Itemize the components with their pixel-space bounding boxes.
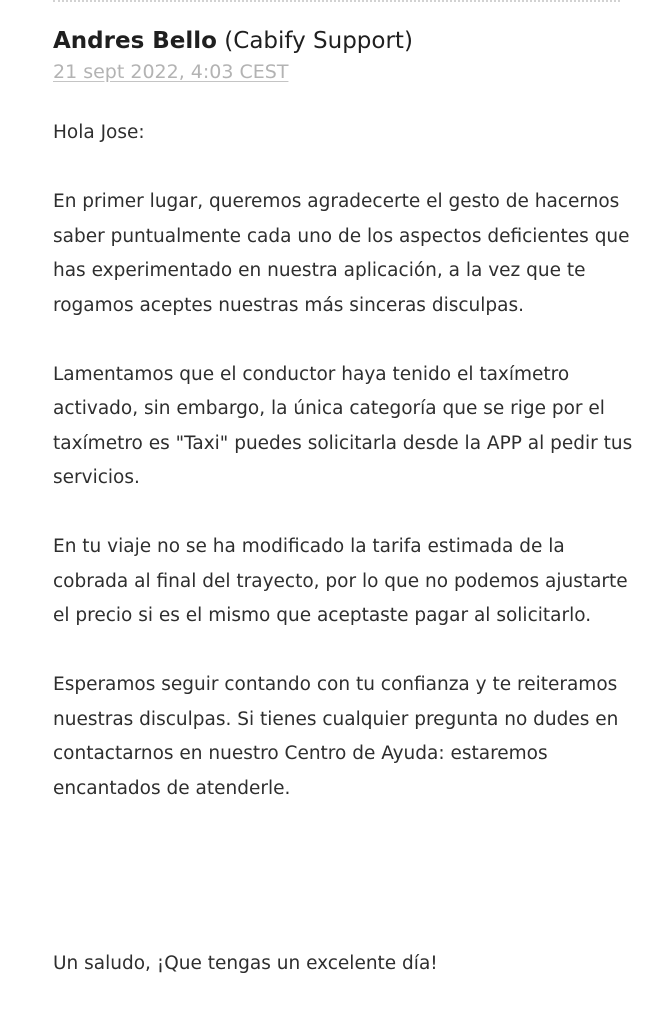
sender-name: Andres Bello: [53, 28, 217, 54]
paragraph-3: En tu viaje no se ha modificado la tarifa estimada de la cobrada al final del trayecto, por lo que no podemos ajustarte el precio si es el mismo que aceptaste pagar al solicitarlo.: [53, 536, 628, 626]
message-divider: [53, 0, 620, 2]
paragraph-4: Esperamos seguir contando con tu confianza y te reiteramos nuestras disculpas. Si tienes cualquier pregunta no dudes en contactarnos en nuestro Centro de Ayuda: estaremos encantados de atenderle.: [53, 674, 619, 799]
greeting: Hola Jose:: [53, 122, 145, 143]
message-body: [53, 116, 633, 974]
closing-line: Un saludo, ¡Que tengas un excelente día!: [53, 953, 438, 974]
sender: [53, 26, 636, 56]
message-timestamp-link[interactable]: 21 sept 2022, 4:03 CEST: [53, 61, 289, 83]
sender-organization: (Cabify Support): [224, 28, 413, 54]
paragraph-2: Lamentamos que el conductor haya tenido el taxímetro activado, sin embargo, la única categoría que se rige por el taxímetro es "Taxi" puedes solicitarla desde la APP al pedir tus servicios.: [53, 363, 633, 488]
message-header: [53, 26, 636, 85]
paragraph-1: En primer lugar, queremos agradecerte el gesto de hacernos saber puntualmente cada uno de los aspectos deficientes que has experimentado en nuestra aplicación, a la vez que te rogamos aceptes nuestras más sinceras disculpas.: [53, 191, 630, 316]
